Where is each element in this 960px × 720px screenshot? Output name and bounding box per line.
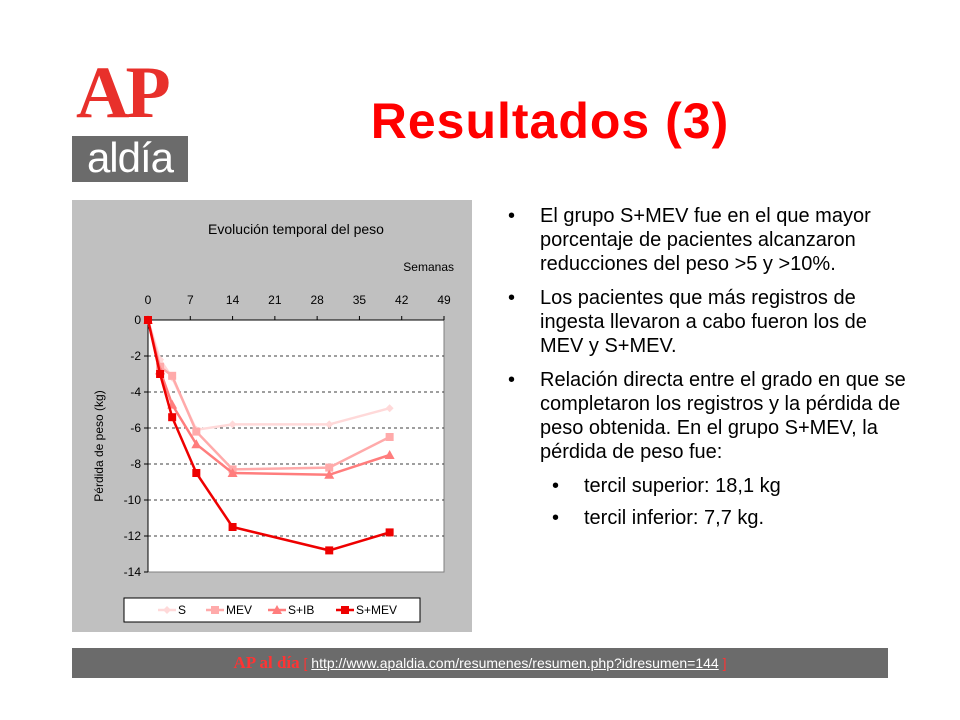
legend-label-s-mev: S+MEV	[356, 603, 398, 617]
footer-bracket-open: [	[303, 655, 308, 671]
y-tick-label: -12	[123, 529, 141, 543]
y-tick-label: -6	[130, 421, 141, 435]
x-tick-label: 49	[437, 293, 451, 307]
y-axis-title: Pérdida de peso (kg)	[92, 390, 106, 502]
results-bullet-list	[508, 204, 908, 538]
logo-ap-text: AP	[76, 52, 167, 134]
legend-label-s-ib: S+IB	[288, 603, 315, 617]
sub-bullet-item-2: • tercil inferior: 7,7 kg.	[508, 506, 908, 530]
x-tick-label: 28	[310, 293, 324, 307]
legend-label-s: S	[178, 603, 187, 617]
footer-url-link[interactable]: http://www.apaldia.com/resumenes/resumen.php?idresumen=144	[311, 655, 719, 671]
x-tick-label: 0	[144, 293, 152, 307]
y-tick-label: -10	[123, 493, 141, 507]
legend-swatch-marker-mev	[211, 606, 219, 614]
data-point-s-mev	[386, 528, 394, 536]
bullet-item-2: • Los pacientes que más registros de ingesta llevaron a cabo fueron los de MEV y S+MEV.	[508, 286, 908, 358]
bullet-item-1: • El grupo S+MEV fue en el que mayor porcentaje de pacientes alcanzaron reducciones del peso >5 y >10%.	[508, 204, 908, 276]
y-tick-label: 0	[134, 313, 141, 327]
data-point-mev	[168, 372, 176, 380]
data-point-s-mev	[325, 546, 333, 554]
logo-aldia-text: aldía	[72, 136, 188, 182]
data-point-s-mev	[144, 316, 152, 324]
sub-bullet-item-1: • tercil superior: 18,1 kg	[508, 474, 908, 498]
x-tick-label: 14	[225, 293, 240, 307]
bullet-item-3: • Relación directa entre el grado en que se completaron los registros y la pérdida de peso obtenida. En el grupo S+MEV, la pérdida de peso fue:	[508, 368, 908, 464]
chart-title: Evolución temporal del peso	[208, 221, 384, 237]
slide-title: Resultados (3)	[370, 93, 730, 149]
x-tick-label: 21	[268, 293, 282, 307]
data-point-mev	[386, 433, 394, 441]
legend-label-mev: MEV	[226, 603, 253, 617]
y-tick-label: -14	[123, 565, 141, 579]
chart-panel	[72, 200, 472, 632]
ap-aldia-logo	[72, 52, 188, 182]
data-point-s-mev	[168, 413, 176, 421]
plot-area	[148, 320, 444, 572]
x-tick-label: 35	[352, 293, 367, 307]
y-tick-label: -2	[130, 349, 141, 363]
y-tick-label: -4	[130, 385, 141, 399]
x-tick-label: 7	[186, 293, 194, 307]
x-axis-title: Semanas	[403, 260, 454, 274]
data-point-s-mev	[192, 469, 200, 477]
y-tick-label: -8	[130, 457, 141, 471]
weight-evolution-chart	[72, 200, 472, 632]
footer-brand: AP al día	[233, 653, 300, 672]
data-point-mev	[192, 428, 200, 436]
footer-bracket-close: ]	[722, 655, 727, 671]
data-point-s-mev	[229, 523, 237, 531]
data-point-s-mev	[156, 370, 164, 378]
x-tick-label: 42	[395, 293, 409, 307]
footer-bar	[72, 648, 888, 678]
legend-swatch-marker-s-mev	[341, 606, 349, 614]
